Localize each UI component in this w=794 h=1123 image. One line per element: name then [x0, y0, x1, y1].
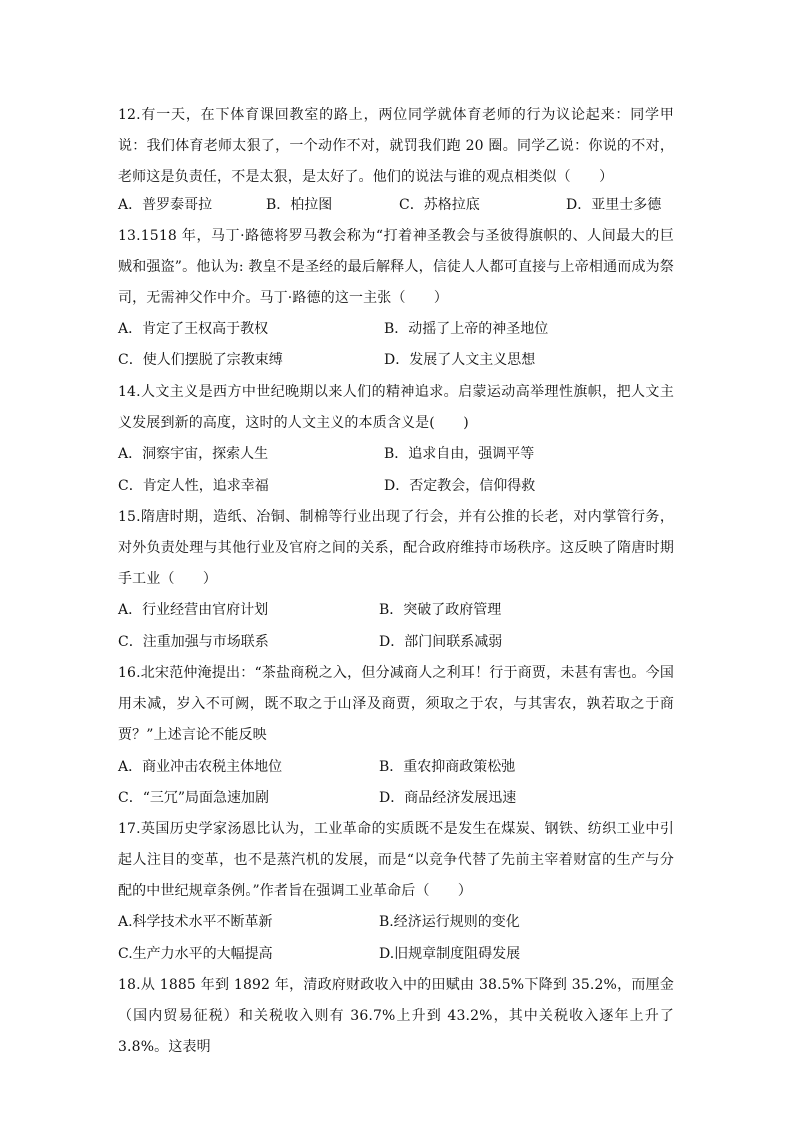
option-a[interactable]: A．普罗泰哥拉: [118, 197, 213, 213]
option-a[interactable]: A．洞察宇宙，探索人生: [118, 446, 269, 462]
option-c[interactable]: C．注重加强与市场联系: [118, 634, 269, 650]
question-15-options-row2: [118, 627, 678, 658]
option-c[interactable]: C．“三冗”局面急速加剧: [118, 790, 270, 806]
option-d[interactable]: D．商品经济发展迅速: [379, 790, 517, 806]
option-c[interactable]: C．肯定人性，追求幸福: [118, 478, 269, 494]
question-18-stem: 18.从 1885 年到 1892 年，清政府财政收入中的田赋由 38.5%下降到 35.2%，而厘金（国内贸易征税）和关税收入则有 36.7%上升到 43.2%，其中关税收入逐年上升了 3.8%。这表明: [118, 977, 674, 1056]
question-17-options: [118, 907, 678, 938]
option-b[interactable]: B.经济运行规则的变化: [379, 914, 520, 930]
question-16-options: [118, 752, 678, 783]
question-13-options-row2: [118, 345, 678, 376]
option-d[interactable]: D．否定教会，信仰得救: [384, 478, 536, 494]
option-d[interactable]: D．发展了人文主义思想: [384, 352, 536, 368]
option-c[interactable]: C.生产力水平的大幅提高: [118, 946, 273, 962]
question-14-stem: 14.人文主义是西方中世纪晚期以来人们的精神追求。启蒙运动高举理性旗帜，把人文主义发展到新的高度，这时的人文主义的本质含义是( ): [118, 384, 674, 432]
option-d[interactable]: D．亚里士多德: [566, 197, 662, 213]
question-14-options-row2: [118, 471, 678, 502]
option-a[interactable]: A．肯定了王权高于教权: [118, 321, 269, 337]
question-13-options: [118, 314, 678, 345]
question-12-options: [118, 190, 678, 221]
question-13-stem: 13.1518 年，马丁·路德将罗马教会称为“打着神圣教会与圣彼得旗帜的、人间最大的巨贼和强盗”。他认为: 教皇不是圣经的最后解释人，信徒人人都可直接与上帝相通而成为祭司，无需神父作中介。马丁·路德的这一主张（ ）: [118, 228, 674, 307]
option-b[interactable]: B．追求自由，强调平等: [384, 446, 535, 462]
option-c[interactable]: C．使人们摆脱了宗教束缚: [118, 352, 283, 368]
option-b[interactable]: B．突破了政府管理: [379, 602, 502, 618]
option-d[interactable]: D.旧规章制度阻碍发展: [379, 946, 521, 962]
option-b[interactable]: B．动摇了上帝的神圣地位: [384, 321, 549, 337]
option-a[interactable]: A.科学技术水平不断革新: [118, 914, 273, 930]
question-16-stem: 16.北宋范仲淹提出：“茶盐商税之入，但分减商人之利耳！行于商贾，未甚有害也。今国用未减，岁入不可阙，既不取之于山泽及商贾，须取之于农，与其害农，孰若取之于商贾？”上述言论不能反映: [118, 665, 674, 744]
question-16-options-row2: [118, 783, 678, 814]
question-17-stem: 17.英国历史学家汤恩比认为，工业革命的实质既不是发生在煤炭、钢铁、纺织工业中引起人注目的变革，也不是蒸汽机的发展，而是“以竞争代替了先前主宰着财富的生产与分配的中世纪规章条例。”作者旨在强调工业革命后（ ）: [118, 821, 674, 900]
question-12-stem: 12.有一天，在下体育课回教室的路上，两位同学就体育老师的行为议论起来：同学甲说：我们体育老师太狠了，一个动作不对，就罚我们跑 20 圈。同学乙说：你说的不对，老师这是负责任，不是太狠，是太好了。他们的说法与谁的观点相类似（ ）: [118, 107, 674, 186]
option-a[interactable]: A．行业经营由官府计划: [118, 602, 269, 618]
option-a[interactable]: A．商业冲击农税主体地位: [118, 759, 283, 775]
question-17-options-row2: [118, 939, 678, 970]
option-c[interactable]: C．苏格拉底: [399, 197, 480, 213]
question-14-options: [118, 439, 678, 470]
option-b[interactable]: B．重农抑商政策松弛: [379, 759, 516, 775]
option-d[interactable]: D．部门间联系减弱: [379, 634, 503, 650]
question-15-options: [118, 595, 678, 626]
question-15-stem: 15.隋唐时期，造纸、冶铜、制棉等行业出现了行会，并有公推的长老，对内掌管行务，对外负责处理与其他行业及官府之间的关系，配合政府维持市场秩序。这反映了隋唐时期手工业（ ）: [118, 509, 674, 588]
option-b[interactable]: B．柏拉图: [266, 197, 333, 213]
